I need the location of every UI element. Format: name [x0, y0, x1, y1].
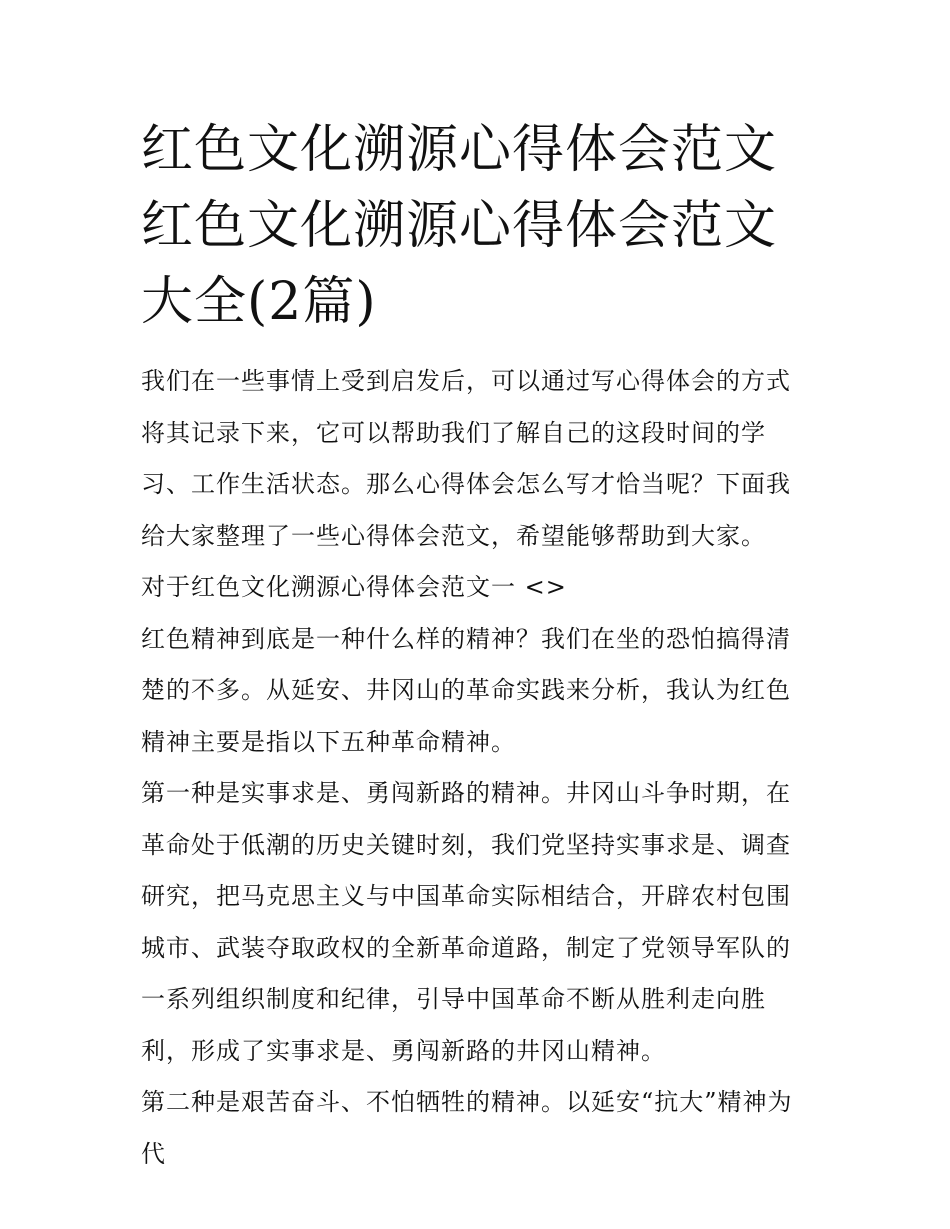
body-paragraph: 红色精神到底是一种什么样的精神？我们在坐的恐怕搞得清楚的不多。从延安、井冈山的革命实践来分析，我认为红色精神主要是指以下五种革命精神。 — [141, 624, 791, 756]
document-title: 红色文化溯源心得体会范文 红色文化溯源心得体会范文大全(2篇) — [141, 120, 778, 332]
intro-paragraph: 我们在一些事情上受到启发后，可以通过写心得体会的方式将其记录下来，它可以帮助我们了解自己的这段时间的学习、工作生活状态。那么心得体会怎么写才恰当呢？下面我给大家整理了一些心得体会范文，希望能够帮助到大家。 — [141, 367, 791, 550]
body-paragraph: 第一种是实事求是、勇闯新路的精神。井冈山斗争时期，在革命处于低潮的历史关键时刻，我们党坚持实事求是、调查研究，把马克思主义与中国革命实际相结合，开辟农村包围城市、武装夺取政权的全新革命道路，制定了党领导军队的一系列组织制度和纪律，引导中国革命不断从胜利走向胜利，形成了实事求是、勇闯新路的井冈山精神。 — [141, 779, 791, 1065]
document-body — [141, 356, 813, 1180]
body-paragraph: 第二种是艰苦奋斗、不怕牺牲的精神。以延安“抗大”精神为代 — [141, 1088, 793, 1168]
section-heading: 对于红色文化溯源心得体会范文一 <> — [141, 573, 567, 601]
